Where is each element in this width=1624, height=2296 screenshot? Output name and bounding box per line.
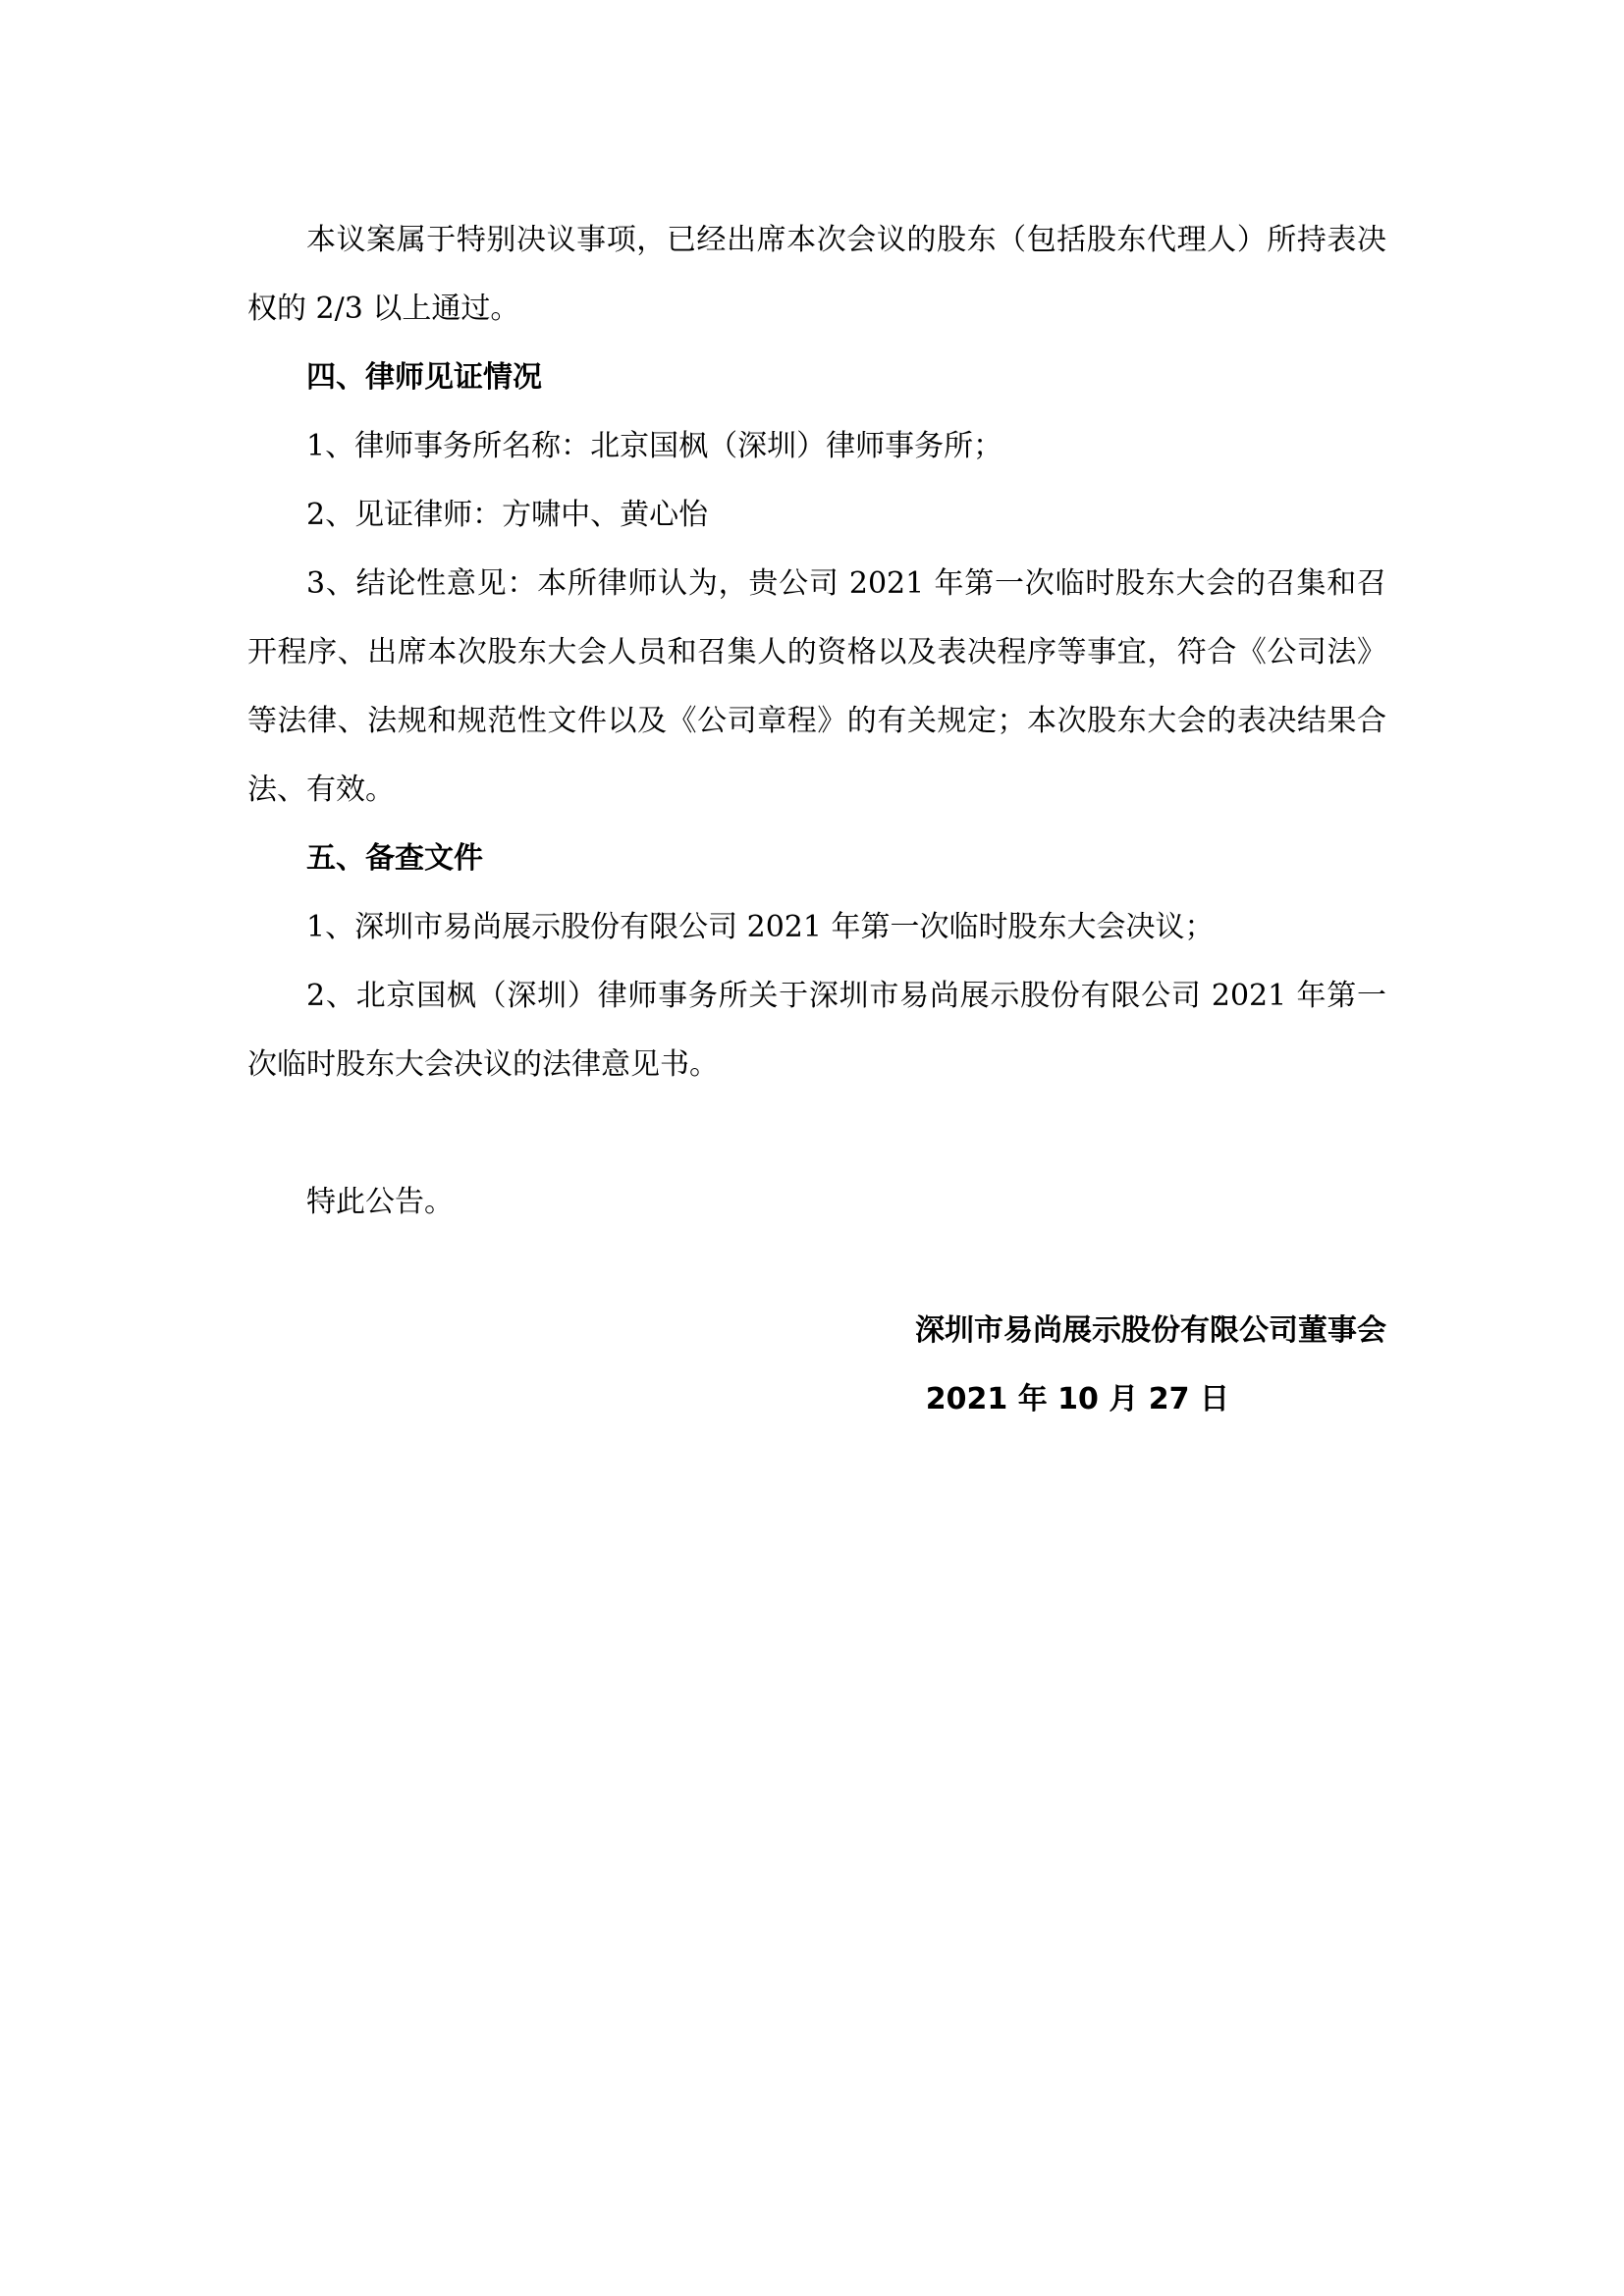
- section-4-item-2: 2、见证律师：方啸中、黄心怡: [306, 498, 709, 532]
- blank-line: [247, 1099, 1386, 1168]
- signature-block: [797, 1297, 1386, 1434]
- section-4-item-1: 1、律师事务所名称：北京国枫（深圳）律师事务所；: [306, 429, 1003, 463]
- closing-statement: 特此公告。: [306, 1185, 454, 1219]
- section-5-heading: 五、备查文件: [306, 841, 483, 876]
- section-5-item-2: 2、北京国枫（深圳）律师事务所关于深圳市易尚展示股份有限公司 2021 年第一次临时股东大会决议的法律意见书。: [247, 979, 1386, 1082]
- section-5-item-1: 1、深圳市易尚展示股份有限公司 2021 年第一次临时股东大会决议；: [306, 910, 1215, 944]
- section-4-heading: 四、律师见证情况: [306, 360, 542, 395]
- section-4-item-3: 3、结论性意见：本所律师认为，贵公司 2021 年第一次临时股东大会的召集和召开程序、出席本次股东大会人员和召集人的资格以及表决程序等事宜，符合《公司法》等法律、法规和规范性文件以及《公司章程》的有关规定；本次股东大会的表决结果合法、有效。: [247, 566, 1386, 807]
- document-body: [247, 206, 1386, 1237]
- resolution-note-paragraph: 本议案属于特别决议事项，已经出席本次会议的股东（包括股东代理人）所持表决权的 2/3 以上通过。: [247, 223, 1386, 326]
- signature-organization: 深圳市易尚展示股份有限公司董事会: [915, 1313, 1386, 1348]
- signature-date: 2021 年 10 月 27 日: [925, 1382, 1229, 1416]
